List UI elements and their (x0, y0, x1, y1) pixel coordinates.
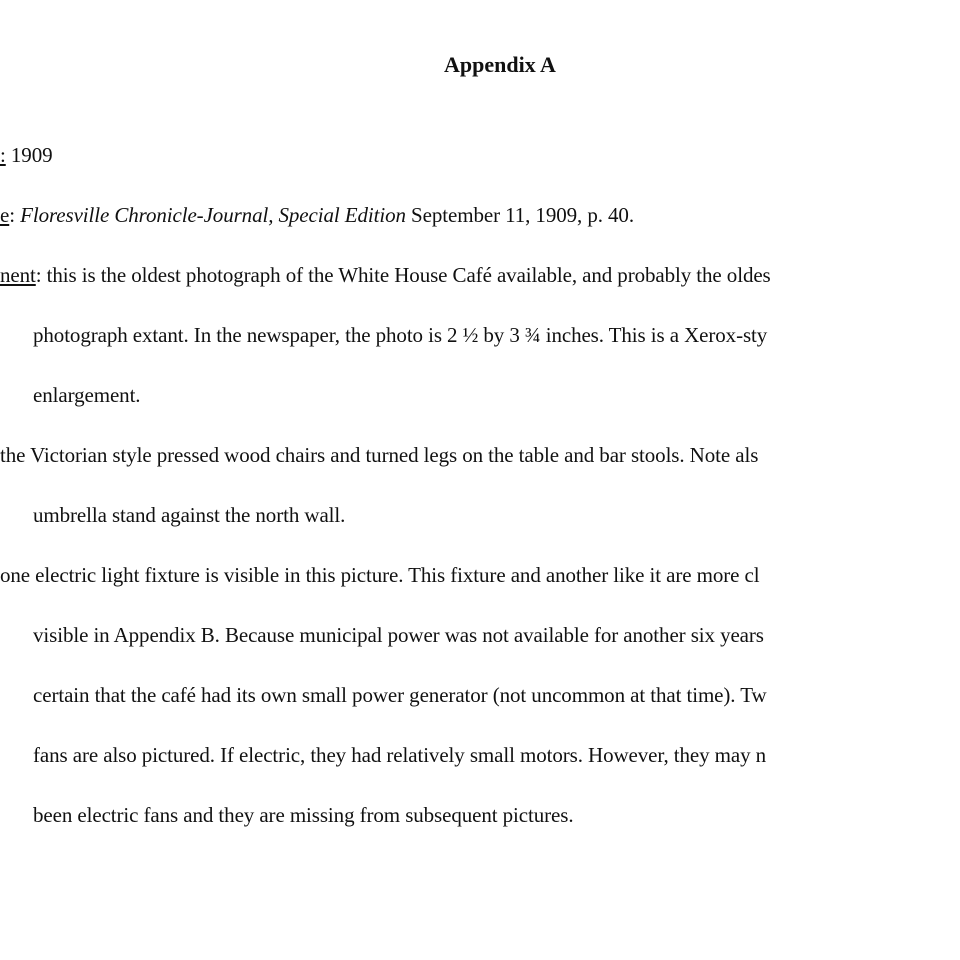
note2-line-1: one electric light fixture is visible in this picture. This fixture and another like it are more cl (0, 563, 760, 587)
date-line (0, 142, 53, 168)
note1-line-2: umbrella stand against the north wall. (33, 503, 346, 527)
comment-label-fragment: nent (0, 263, 36, 287)
source-line (0, 202, 634, 228)
source-label-fragment: e (0, 203, 10, 227)
comment-line-2: photograph extant. In the newspaper, the photo is 2 ½ by 3 ¾ inches. This is a Xerox-sty (33, 323, 768, 347)
note2-line-4: fans are also pictured. If electric, they had relatively small motors. However, they may n (33, 743, 767, 767)
source-separator: : (9, 203, 21, 227)
note1-line-1: the Victorian style pressed wood chairs and turned legs on the table and bar stools. Note als (0, 443, 759, 467)
note2-line-3: certain that the café had its own small power generator (not uncommon at that time). Tw (33, 683, 767, 707)
source-details: September 11, 1909, p. 40. (405, 203, 634, 227)
appendix-title: Appendix A (444, 52, 556, 77)
comment-line-1 (0, 262, 771, 288)
comment-text-1: : this is the oldest photograph of the White House Café available, and probably the oldes (35, 263, 771, 287)
comment-line-3: enlargement. (33, 383, 141, 407)
date-label-fragment: : (0, 143, 6, 167)
source-publication: Floresville Chronicle-Journal, Special Edition (20, 203, 406, 227)
date-value: 1909 (5, 143, 53, 167)
note2-line-5: been electric fans and they are missing from subsequent pictures. (33, 803, 574, 827)
note2-line-2: visible in Appendix B. Because municipal power was not available for another six years (33, 623, 764, 647)
